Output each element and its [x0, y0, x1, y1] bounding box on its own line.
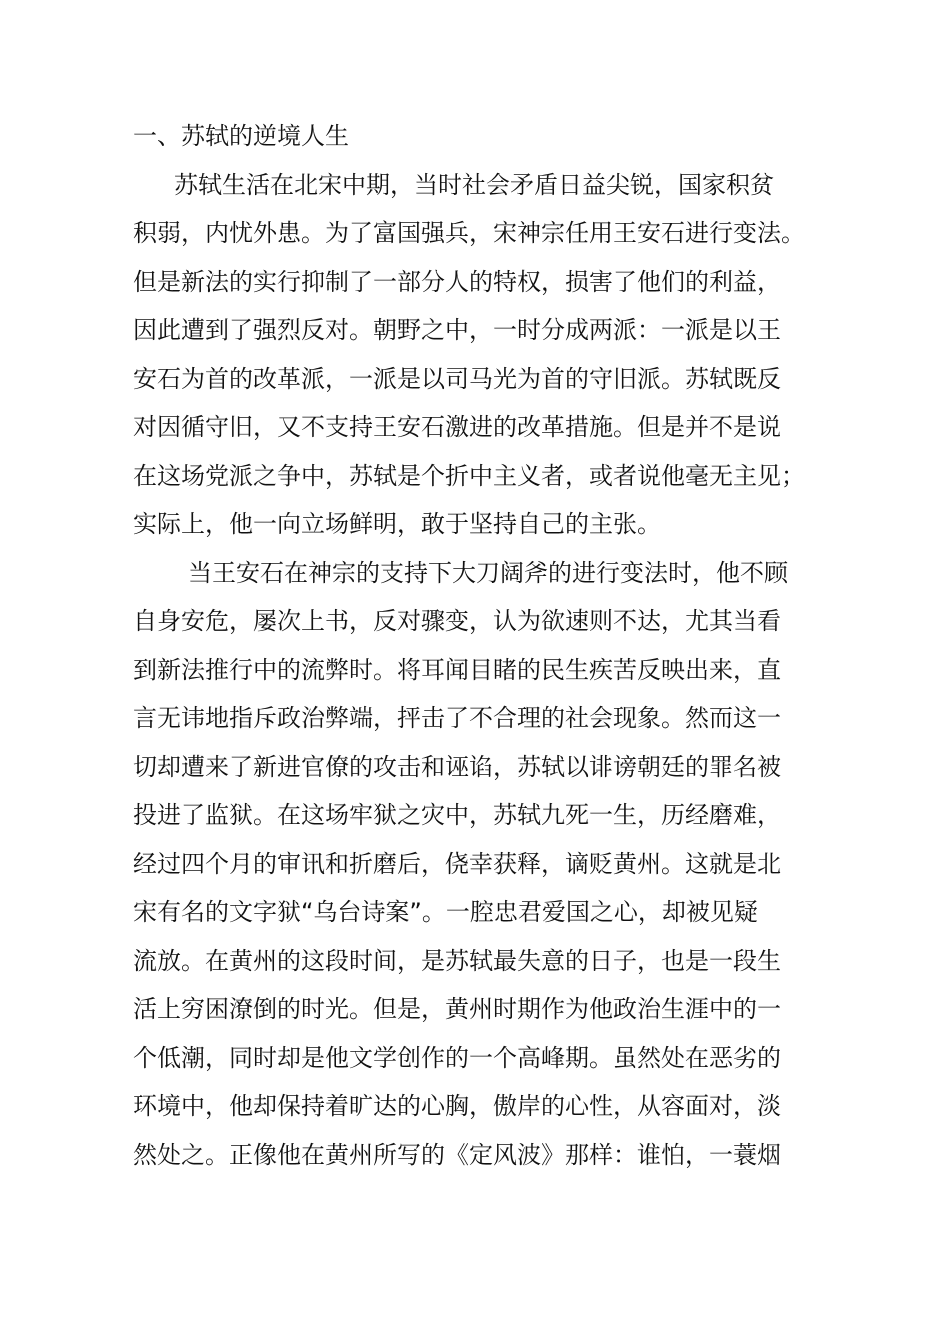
- text-line: 苏轼生活在北宋中期，当时社会矛盾日益尖锐，国家积贫: [174, 170, 774, 199]
- text-line: 但是新法的实行抑制了一部分人的特权，损害了他们的利益，: [133, 267, 781, 296]
- text-line: 对因循守旧，又不支持王安石激进的改革措施。但是并不是说: [133, 413, 781, 441]
- text-line: 环境中，他却保持着旷达的心胸，傲岸的心性，从容面对，淡: [133, 1092, 781, 1120]
- text-line: 切却遭来了新进官僚的攻击和诬谄，苏轼以诽谤朝廷的罪名被: [133, 752, 781, 781]
- text-line: 宋有名的文字狱“乌台诗案”。一腔忠君爱国之心，却被见疑: [133, 898, 758, 926]
- paragraph-2: [133, 549, 833, 1180]
- text-line: 经过四个月的审讯和折磨后，侥幸获释，谪贬黄州。这就是北: [133, 849, 781, 878]
- document-body: [133, 112, 833, 1179]
- text-line: 在这场党派之争中，苏轼是个折中主义者，或者说他毫无主见；: [133, 461, 805, 490]
- text-line: 实际上，他一向立场鲜明，敢于坚持自己的主张。: [133, 510, 661, 538]
- text-line: 到新法推行中的流弊时。将耳闻目睹的民生疾苦反映出来，直: [133, 655, 781, 684]
- section-heading: 一、苏轼的逆境人生: [133, 122, 349, 150]
- paragraph-1: [133, 161, 833, 549]
- text-line: 因此遭到了强烈反对。朝野之中，一时分成两派：一派是以王: [133, 316, 781, 344]
- text-line: 流放。在黄州的这段时间，是苏轼最失意的日子，也是一段生: [133, 946, 781, 975]
- text-line: 然处之。正像他在黄州所写的《定风波》那样：谁怕，一蓑烟: [133, 1140, 781, 1169]
- text-line: 言无讳地指斥政治弊端，抨击了不合理的社会现象。然而这一: [133, 704, 781, 732]
- text-line: 自身安危，屡次上书，反对骤变，认为欲速则不达，尤其当看: [133, 607, 781, 635]
- text-line: 安石为首的改革派，一派是以司马光为首的守旧派。苏轼既反: [133, 364, 781, 393]
- text-line: 积弱，内忧外患。为了富国强兵，宋神宗任用王安石进行变法。: [133, 219, 805, 247]
- text-line: 个低潮，同时却是他文学创作的一个高峰期。虽然处在恶劣的: [133, 1043, 781, 1072]
- text-line: 投进了监狱。在这场牢狱之灾中，苏轼九死一生，历经磨难，: [133, 801, 781, 829]
- text-line: 当王安石在神宗的支持下大刀阔斧的进行变法时，他不顾: [188, 558, 788, 587]
- text-line: 活上穷困潦倒的时光。但是，黄州时期作为他政治生涯中的一: [133, 995, 781, 1023]
